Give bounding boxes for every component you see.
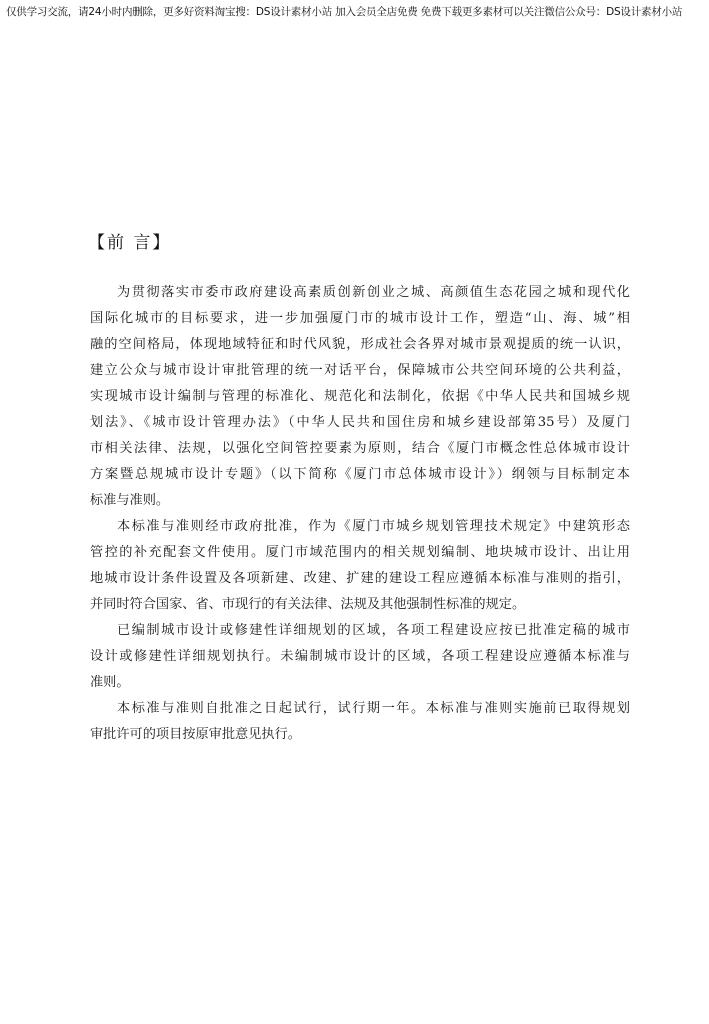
paragraph-line: 实现城市设计编制与管理的标准化、规范化和法制化，依据《中华人民共和国城乡规 [90,389,630,404]
paragraph-line: 设计或修建性详细规划执行。未编制城市设计的区域，各项工程建设应遵循本标准与 [90,649,630,664]
watermark-text: 仅供学习交流，请24小时内删除，更多好资料淘宝搜：DS设计素材小站 加入会员全店免费 免费下载更多素材可以关注微信公众号：DS设计素材小站 [6,6,683,18]
paragraph-line: 地城市设计条件设置及各项新建、改建、扩建的建设工程应遵循本标准与准则的指引， [90,571,630,586]
paragraph-line: 市相关法律、法规，以强化空间管控要素为原则，结合《厦门市概念性总体城市设计 [90,441,630,456]
paragraph-line: 为贯彻落实市委市政府建设高素质创新创业之城、高颜值生态花园之城和现代化 [117,285,630,300]
paragraph-line: 本标准与准则经市政府批准，作为《厦门市城乡规划管理技术规定》中建筑形态 [117,519,630,534]
paragraph-line: 方案暨总规城市设计专题》（以下简称《厦门市总体城市设计》）纲领与目标制定本 [90,467,630,482]
paragraph-line: 管控的补充配套文件使用。厦门市域范围内的相关规划编制、地块城市设计、出让用 [90,545,630,560]
paragraph-line: 审批许可的项目按原审批意见执行。 [90,727,301,742]
paragraph-line: 国际化城市的目标要求，进一步加强厦门市的城市设计工作，塑造“山、海、城”相 [90,311,630,326]
paragraph-line: 融的空间格局，体现地域特征和时代风貌，形成社会各界对城市景观提质的统一认识， [90,337,630,352]
paragraph-line: 并同时符合国家、省、市现行的有关法律、法规及其他强制性标准的规定。 [90,597,526,612]
paragraph-line: 已编制城市设计或修建性详细规划的区域，各项工程建设应按已批准定稿的城市 [117,623,630,638]
paragraph-line: 本标准与准则自批准之日起试行，试行期一年。本标准与准则实施前已取得规划 [117,701,630,716]
preface-body [90,280,630,748]
paragraph-line: 准则。 [90,675,130,690]
paragraph-line: 划法》、《城市设计管理办法》（中华人民共和国住房和城乡建设部第35号）及厦门 [90,415,630,430]
paragraph-line: 建立公众与城市设计审批管理的统一对话平台，保障城市公共空间环境的公共利益， [90,363,630,378]
paragraph-line: 标准与准则。 [90,493,170,508]
section-heading: 【前 言】 [88,233,172,253]
